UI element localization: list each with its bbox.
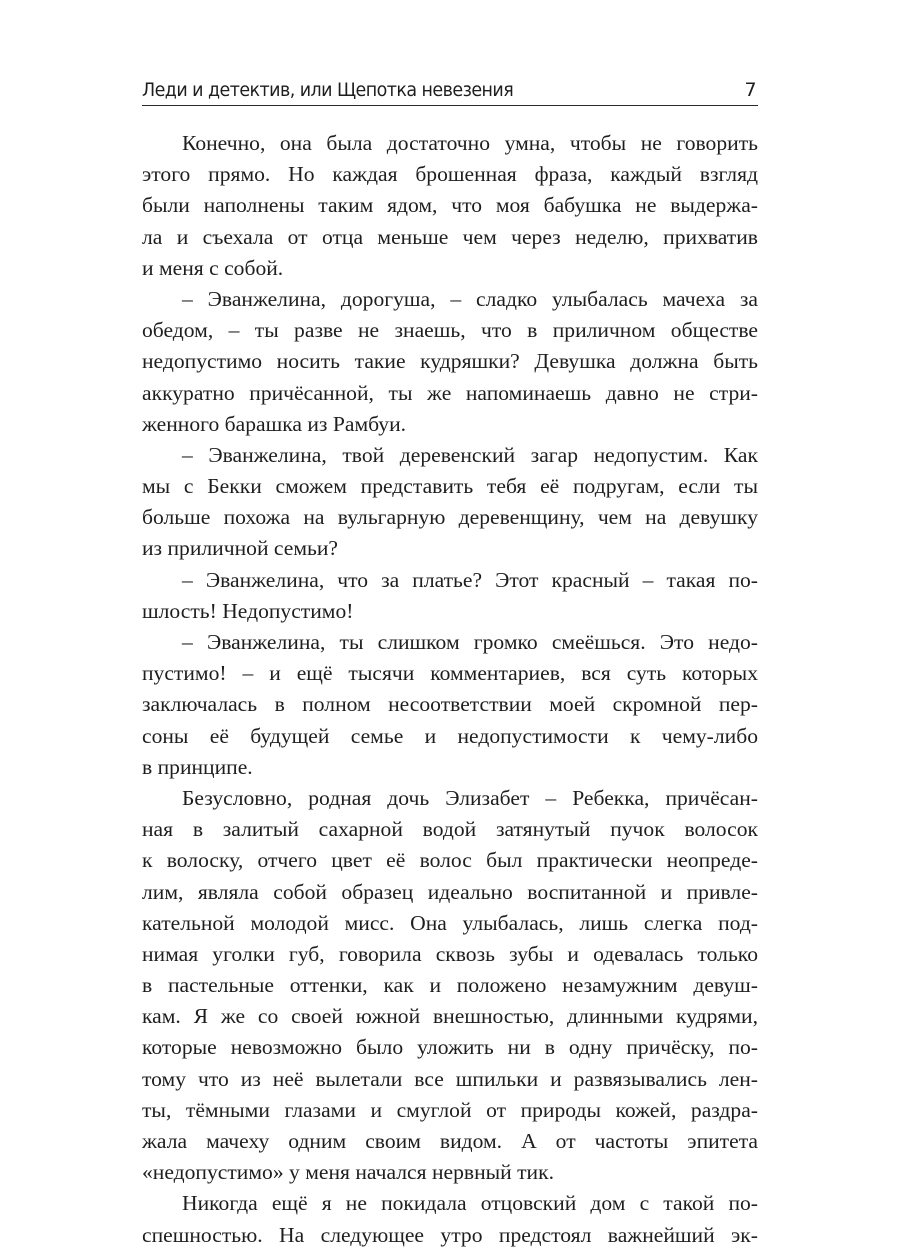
running-title: Леди и детектив, или Щепотка невезения (142, 79, 514, 101)
text-line: аккуратно причёсанной, ты же напоминаешь давно не стри- (142, 380, 758, 405)
text-line: ла и съехала от отца меньше чем через неделю, прихватив (142, 224, 758, 249)
text-line: соны её будущей семье и недопустимости к чему-либо (142, 723, 758, 748)
text-line: жала мачеху одним своим видом. А от частоты эпитета (142, 1129, 758, 1153)
text-line: в принципе. (142, 754, 253, 779)
text-line: обедом, – ты разве не знаешь, что в приличном обществе (142, 318, 758, 343)
text-line: в пастельные оттенки, как и положено незамужним девуш- (142, 973, 758, 998)
text-line: тому что из неё вылетали все шпильки и развязывались лен- (142, 1066, 758, 1091)
text-line: – Эванжелина, что за платье? Этот красный – такая по- (182, 567, 758, 592)
text-line: и меня с собой. (142, 255, 284, 280)
running-header (142, 74, 758, 106)
text-line: спешностью. На следующее утро предстоял важнейший эк- (142, 1222, 758, 1247)
text-line: Конечно, она была достаточно умна, чтобы не говорить (182, 131, 758, 155)
text-line: которые невозможно было уложить ни в одну причёску, по- (142, 1035, 758, 1060)
text-line: заключалась в полном несоответствии моей скромной пер- (142, 692, 758, 717)
text-line: этого прямо. Но каждая брошенная фраза, каждый взгляд (142, 162, 758, 187)
text-line: «недопустимо» у меня начался нервный тик. (142, 1160, 554, 1185)
text-line: – Эванжелина, твой деревенский загар недопустим. Как (182, 442, 758, 467)
text-line: были наполнены таким ядом, что моя бабушка не выдержа- (142, 193, 758, 218)
text-line: женного барашка из Рамбуи. (142, 411, 407, 436)
text-line: пустимо! – и ещё тысячи комментариев, вся суть которых (142, 661, 758, 686)
text-line: нимая уголки губ, говорила сквозь зубы и одевалась только (142, 941, 758, 966)
text-line: из приличной семьи? (142, 536, 338, 561)
text-line: больше похожа на вульгарную деревенщину, чем на девушку (142, 505, 758, 530)
text-line: – Эванжелина, ты слишком громко смеёшься. Это недо- (182, 630, 758, 654)
text-line: лим, являла собой образец идеально воспитанной и привле- (142, 879, 758, 904)
text-line: Безусловно, родная дочь Элизабет – Ребекка, причёсан- (182, 785, 758, 810)
text-line: к волоску, отчего цвет её волос был практически неопреде- (142, 848, 758, 873)
text-line: Никогда ещё я не покидала отцовский дом с такой по- (182, 1191, 758, 1216)
text-line: ная в залитый сахарной водой затянутый пучок волосок (142, 817, 758, 842)
text-line: мы с Бекки сможем представить тебя её подругам, если ты (142, 474, 758, 499)
body-text (142, 128, 758, 1251)
text-line: шлость! Недопустимо! (142, 598, 354, 623)
page-number: 7 (744, 79, 756, 101)
text-line: ты, тёмными глазами и смуглой от природы кожей, раздра- (142, 1097, 758, 1122)
text-line: кательной молодой мисс. Она улыбалась, лишь слегка под- (142, 910, 758, 935)
text-line: кам. Я же со своей южной внешностью, длинными кудрями, (142, 1004, 758, 1029)
text-line: – Эванжелина, дорогуша, – сладко улыбалась мачеха за (182, 286, 758, 311)
text-line: недопустимо носить такие кудряшки? Девушка должна быть (142, 349, 758, 374)
